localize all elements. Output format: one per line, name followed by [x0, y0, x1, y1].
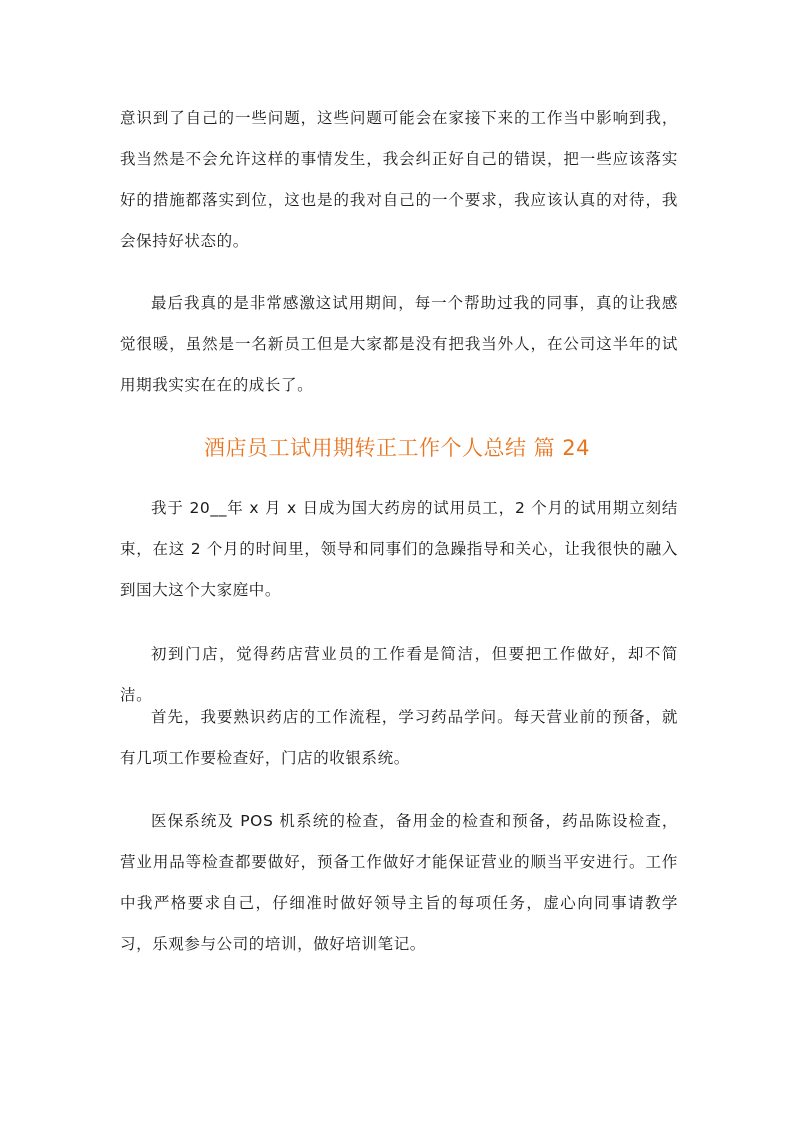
paragraph-workflow: 首先，我要熟识药店的工作流程，学习药品学问。每天营业前的预备，就有几项工作要检查好，门店的收银系统。	[120, 708, 678, 767]
section-heading: 酒店员工试用期转正工作个人总结 篇 24	[203, 436, 591, 460]
paragraph-system-checks: 医保系统及 POS 机系统的检查，备用金的检查和预备，药品陈设检查，营业用品等检查都要做好，预备工作做好才能保证营业的顺当平安进行。工作中我严格要求自己，仔细准时做好领导主旨的每项任务，虚心向同事请教学习，乐观参与公司的培训，做好培训笔记。	[120, 812, 678, 953]
paragraph-gratitude: 最后我真的是非常感激这试用期间，每一个帮助过我的同事，真的让我感觉很暖，虽然是一名新员工但是大家都是没有把我当外人，在公司这半年的试用期我实实在在的成长了。	[120, 294, 678, 394]
paragraph-intro: 我于 20__年 x 月 x 日成为国大药房的试用员工，2 个月的试用期立刻结束，在这 2 个月的时间里，领导和同事们的急躁指导和关心，让我很快的融入到国大这个大家庭中。	[120, 499, 678, 599]
paragraph-first-impression: 初到门店，觉得药店营业员的工作看是简洁，但要把工作做好，却不简洁。	[120, 645, 678, 704]
paragraph-continued: 意识到了自己的一些问题，这些问题可能会在家接下来的工作当中影响到我，我当然是不会允许这样的事情发生，我会纠正好自己的错误，把一些应该落实好的措施都落实到位，这也是的我对自己的一个要求，我应该认真的对待，我会保持好状态的。	[120, 109, 678, 250]
